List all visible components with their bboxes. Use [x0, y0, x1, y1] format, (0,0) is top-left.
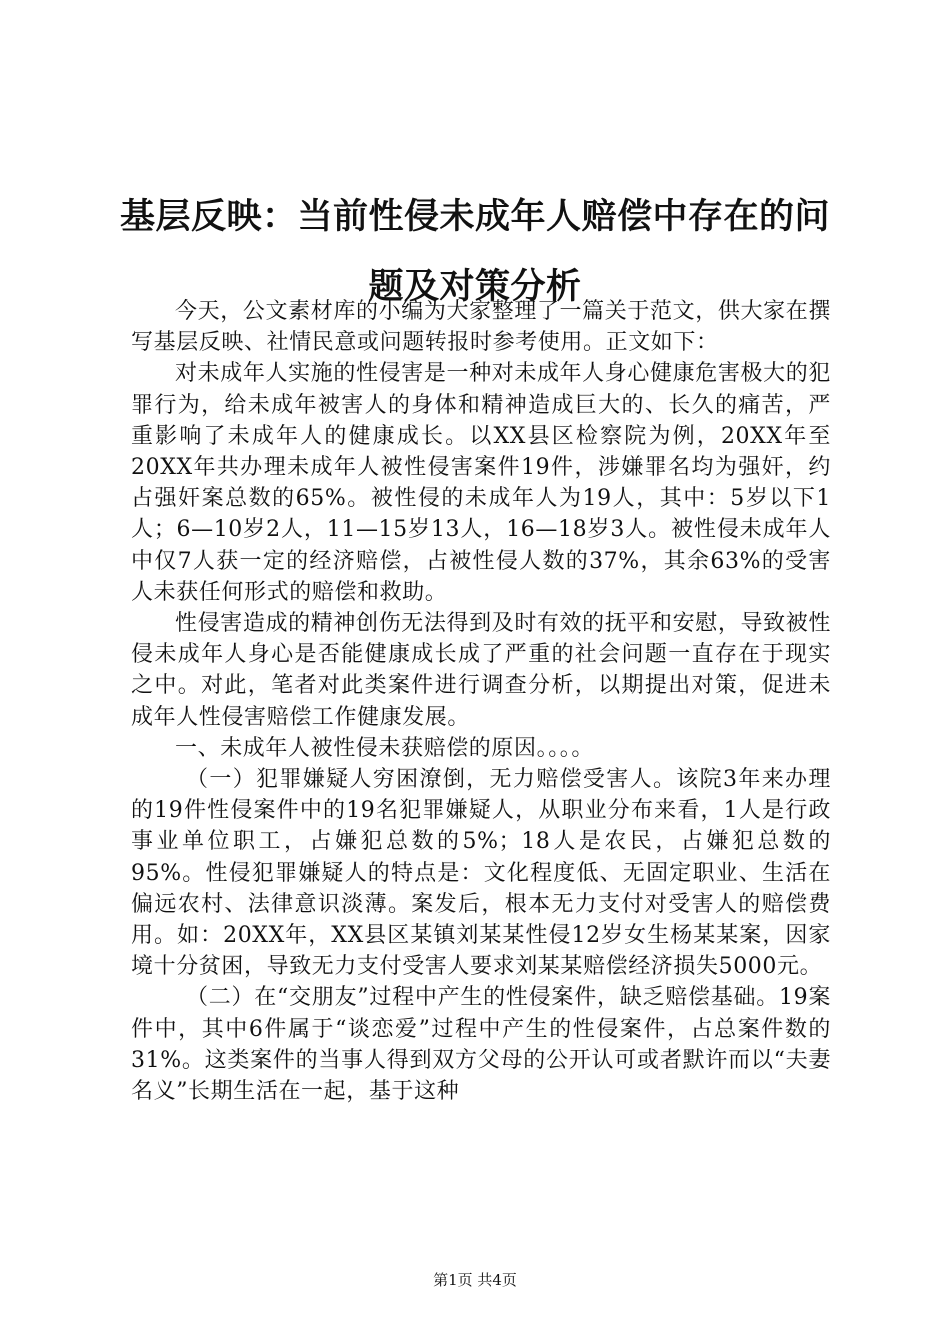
document-body	[131, 296, 831, 1107]
intro-paragraph: 今天，公文素材库的小编为大家整理了一篇关于范文，供大家在撰写基层反映、社情民意或问题转报时参考使用。正文如下：	[131, 299, 831, 356]
subsection-paragraph: （二）在“交朋友”过程中产生的性侵案件，缺乏赔偿基础。19案件中，其中6件属于“谈恋爱”过程中产生的性侵案件，占总案件数的31%。这类案件的当事人得到双方父母的公开认可或者默许而以“夫妻名义”长期生活在一起，基于这种	[131, 985, 831, 1105]
body-paragraph: 对未成年人实施的性侵害是一种对未成年人身心健康危害极大的犯罪行为，给未成年被害人的身体和精神造成巨大的、长久的痛苦，严重影响了未成年人的健康成长。以XX县区检察院为例，20XX年至20XX年共办理未成年人被性侵害案件19件，涉嫌罪名均为强奸，约占强奸案总数的65%。被性侵的未成年人为19人，其中：5岁以下1人；6—10岁2人，11—15岁13人，16—18岁3人。被性侵未成年人中仅7人获一定的经济赔偿，占被性侵人数的37%，其余63%的受害人未获任何形式的赔偿和救助。	[131, 361, 831, 605]
body-paragraph: 性侵害造成的精神创伤无法得到及时有效的抚平和安慰，导致被性侵未成年人身心是否能健康成长成了严重的社会问题一直存在于现实之中。对此，笔者对此类案件进行调查分析，以期提出对策，促进未成年人性侵害赔偿工作健康发展。	[131, 611, 831, 730]
section-heading: 一、未成年人被性侵未获赔偿的原因。。。。	[175, 735, 595, 761]
document-title: 基层反映：当前性侵未成年人赔偿中存在的问题及对策分析	[119, 197, 830, 307]
page-number-footer: 第1页 共4页	[433, 1271, 517, 1289]
subsection-paragraph: （一）犯罪嫌疑人穷困潦倒，无力赔偿受害人。该院3年来办理的19件性侵案件中的19名犯罪嫌疑人，从职业分布来看，1人是行政事业单位职工，占嫌犯总数的5%；18人是农民，占嫌犯总数的95%。性侵犯罪嫌疑人的特点是：文化程度低、无固定职业、生活在偏远农村、法律意识淡薄。案发后，根本无力支付对受害人的赔偿费用。如：20XX年，XX县区某镇刘某某性侵12岁女生杨某某案，因家境十分贫困，导致无力支付受害人要求刘某某赔偿经济损失5000元。	[131, 767, 831, 980]
